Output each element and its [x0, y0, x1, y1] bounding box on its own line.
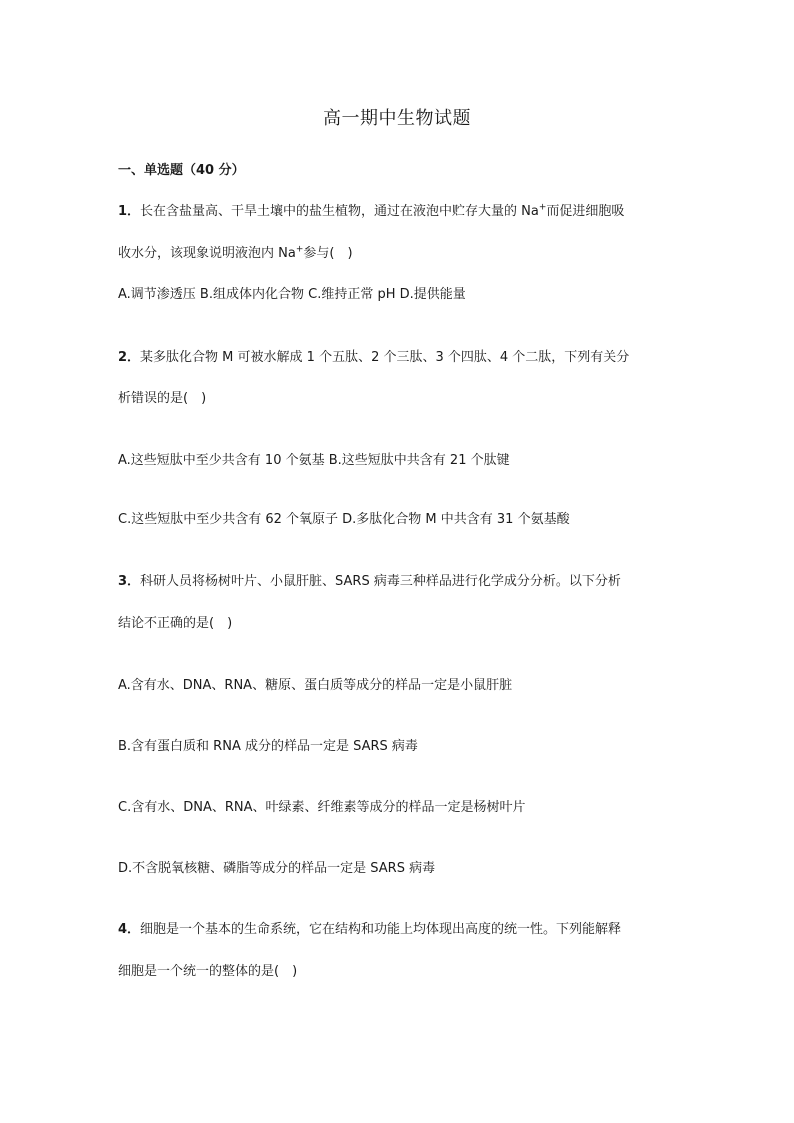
question-4-stem-line-2: 细胞是一个统一的整体的是( ) [118, 964, 298, 979]
question-1-number: 1． [118, 204, 141, 219]
question-3-option-c: C.含有水、DNA、RNA、叶绿素、纤维素等成分的样品一定是杨树叶片 [118, 800, 526, 815]
page-title: 高一期中生物试题 [323, 108, 471, 129]
question-3-stem-line-2: 结论不正确的是( ) [118, 616, 233, 631]
question-4-stem-line-1: 4．细胞是一个基本的生命系统，它在结构和功能上均体现出高度的统一性。下列能解释 [118, 922, 622, 937]
question-2-option-ab: A.这些短肽中至少共含有 10 个氨基 B.这些短肽中共含有 21 个肽键 [118, 453, 510, 468]
question-2-stem-line-1: 2．某多肽化合物 M 可被水解成 1 个五肽、2 个三肽、3 个四肽、4 个二肽，下列有关分 [118, 350, 630, 365]
question-2-stem-line-2: 析错误的是( ) [118, 391, 207, 406]
question-2-option-cd: C.这些短肽中至少共含有 62 个氧原子 D.多肽化合物 M 中共含有 31 个氨基酸 [118, 512, 570, 527]
question-3-option-d: D.不含脱氧核糖、磷脂等成分的样品一定是 SARS 病毒 [118, 861, 436, 876]
question-3-option-a: A.含有水、DNA、RNA、糖原、蛋白质等成分的样品一定是小鼠肝脏 [118, 678, 513, 693]
question-1-options: A.调节渗透压 B.组成体内化合物 C.维持正常 pH D.提供能量 [118, 287, 466, 302]
question-3-option-b: B.含有蛋白质和 RNA 成分的样品一定是 SARS 病毒 [118, 739, 418, 754]
section-heading: 一、单选题（40 分） [118, 163, 245, 178]
question-1-stem-line-2: 收水分，该现象说明液泡内 Na+参与( ) [118, 244, 353, 261]
question-1-stem-line-1: 1．长在含盐量高、干旱土壤中的盐生植物，通过在液泡中贮存大量的 Na+而促进细胞吸 [118, 202, 625, 219]
question-3-number: 3． [118, 574, 141, 589]
question-3-stem-line-1: 3．科研人员将杨树叶片、小鼠肝脏、SARS 病毒三种样品进行化学成分分析。以下分析 [118, 574, 621, 589]
question-2-number: 2． [118, 350, 141, 365]
question-4-number: 4． [118, 922, 141, 937]
